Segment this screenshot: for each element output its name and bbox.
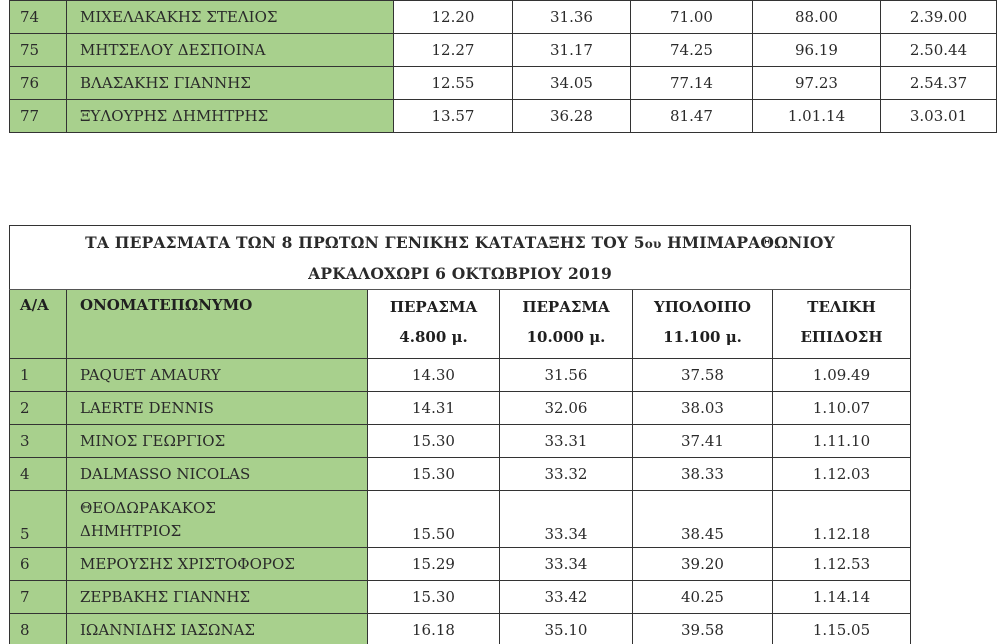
rank-cell: 3 [10,425,67,458]
final-time-cell: 2.39.00 [881,1,997,34]
split-10000-cell: 31.56 [500,359,633,392]
table-row [10,425,911,458]
final-time-cell: 3.03.01 [881,100,997,133]
split-4800-cell: 16.18 [368,614,500,644]
athlete-name-cell: ΖΕΡΒΑΚΗΣ ΓΙΑΝΝΗΣ [67,581,368,614]
athlete-name-cell: ΙΩΑΝΝΙΔΗΣ ΙΑΣΩΝΑΣ [67,614,368,644]
final-time-cell: 1.15.05 [773,614,911,644]
split-10000-cell: 33.42 [500,581,633,614]
header-final-time: ΤΕΛΙΚΗ ΕΠΙΔΟΣΗ [773,290,911,359]
final-time-cell: 1.12.18 [773,491,911,548]
time-cell: 1.01.14 [753,100,881,133]
table-row [10,548,911,581]
rank-cell: 1 [10,359,67,392]
split-4800-cell: 15.30 [368,425,500,458]
remaining-cell: 38.33 [633,458,773,491]
table-title-line-2: ΑΡΚΑΛΟΧΩΡΙ 6 ΟΚΤΩΒΡΙΟΥ 2019 [308,264,612,283]
final-time-cell: 1.12.03 [773,458,911,491]
split-10000-cell: 33.34 [500,548,633,581]
remaining-cell: 38.03 [633,392,773,425]
table-row [10,34,997,67]
athlete-name-cell: ΘΕΟΔΩΡΑΚΑΚΟΣ ΔΗΜΗΤΡΙΟΣ [67,491,368,548]
time-cell: 36.28 [513,100,631,133]
table-row [10,100,997,133]
splits-table-top-8 [9,225,911,644]
table-row [10,392,911,425]
remaining-cell: 38.45 [633,491,773,548]
split-10000-cell: 33.31 [500,425,633,458]
rank-cell: 2 [10,392,67,425]
athlete-name-cell: ΜΙΧΕΛΑΚΑΚΗΣ ΣΤΕΛΙΟΣ [67,1,394,34]
time-cell: 97.23 [753,67,881,100]
remaining-cell: 39.20 [633,548,773,581]
time-cell: 31.36 [513,1,631,34]
athlete-name-cell: ΜΗΤΣΕΛΟΥ ΔΕΣΠΟΙΝΑ [67,34,394,67]
rank-cell: 75 [10,34,67,67]
results-table-continuation [9,0,997,133]
rank-cell: 7 [10,581,67,614]
header-remaining-11100: ΥΠΟΛΟΙΠΟ 11.100 μ. [633,290,773,359]
final-time-cell: 2.50.44 [881,34,997,67]
rank-cell: 77 [10,100,67,133]
final-time-cell: 2.54.37 [881,67,997,100]
split-10000-cell: 33.32 [500,458,633,491]
athlete-name-cell: ΞΥΛΟΥΡΗΣ ΔΗΜΗΤΡΗΣ [67,100,394,133]
remaining-cell: 37.58 [633,359,773,392]
table-row [10,581,911,614]
rank-cell: 6 [10,548,67,581]
table-header-row [10,290,911,359]
athlete-name-cell: DALMASSO NICOLAS [67,458,368,491]
table-title-line-1: ΤΑ ΠΕΡΑΣΜΑΤΑ ΤΩΝ 8 ΠΡΩΤΩΝ ΓΕΝΙΚΗΣ ΚΑΤΑΤΑΞΗΣ ΤΟΥ 5ου ΗΜΙΜΑΡΑΘΩΝΙΟΥ [85,233,835,252]
table-title-row [10,226,911,290]
time-cell: 12.55 [394,67,513,100]
table-row [10,359,911,392]
split-4800-cell: 14.30 [368,359,500,392]
rank-cell: 74 [10,1,67,34]
time-cell: 74.25 [631,34,753,67]
athlete-name-cell: PAQUET AMAURY [67,359,368,392]
time-cell: 96.19 [753,34,881,67]
time-cell: 71.00 [631,1,753,34]
remaining-cell: 37.41 [633,425,773,458]
time-cell: 12.27 [394,34,513,67]
split-4800-cell: 15.50 [368,491,500,548]
time-cell: 81.47 [631,100,753,133]
athlete-name-cell: ΜΙΝΟΣ ΓΕΩΡΓΙΟΣ [67,425,368,458]
final-time-cell: 1.14.14 [773,581,911,614]
time-cell: 77.14 [631,67,753,100]
split-4800-cell: 15.30 [368,458,500,491]
final-time-cell: 1.11.10 [773,425,911,458]
split-10000-cell: 33.34 [500,491,633,548]
header-aa: Α/Α [10,290,67,359]
split-4800-cell: 14.31 [368,392,500,425]
final-time-cell: 1.09.49 [773,359,911,392]
split-4800-cell: 15.29 [368,548,500,581]
rank-cell: 5 [10,491,67,548]
table-row [10,491,911,548]
time-cell: 12.20 [394,1,513,34]
athlete-name-cell: LAERTE DENNIS [67,392,368,425]
final-time-cell: 1.12.53 [773,548,911,581]
split-4800-cell: 15.30 [368,581,500,614]
final-time-cell: 1.10.07 [773,392,911,425]
table-row [10,458,911,491]
time-cell: 88.00 [753,1,881,34]
rank-cell: 4 [10,458,67,491]
split-10000-cell: 35.10 [500,614,633,644]
athlete-name-cell: ΒΛΑΣΑΚΗΣ ΓΙΑΝΝΗΣ [67,67,394,100]
table-title [10,226,911,290]
split-10000-cell: 32.06 [500,392,633,425]
table-row [10,614,911,644]
table-row [10,67,997,100]
time-cell: 31.17 [513,34,631,67]
header-split-4800: ΠΕΡΑΣΜΑ 4.800 μ. [368,290,500,359]
header-split-10000: ΠΕΡΑΣΜΑ 10.000 μ. [500,290,633,359]
rank-cell: 8 [10,614,67,644]
header-name: ΟΝΟΜΑΤΕΠΩΝΥΜΟ [67,290,368,359]
remaining-cell: 40.25 [633,581,773,614]
rank-cell: 76 [10,67,67,100]
time-cell: 34.05 [513,67,631,100]
remaining-cell: 39.58 [633,614,773,644]
table-row [10,1,997,34]
athlete-name-cell: ΜΕΡΟΥΣΗΣ ΧΡΙΣΤΟΦΟΡΟΣ [67,548,368,581]
time-cell: 13.57 [394,100,513,133]
